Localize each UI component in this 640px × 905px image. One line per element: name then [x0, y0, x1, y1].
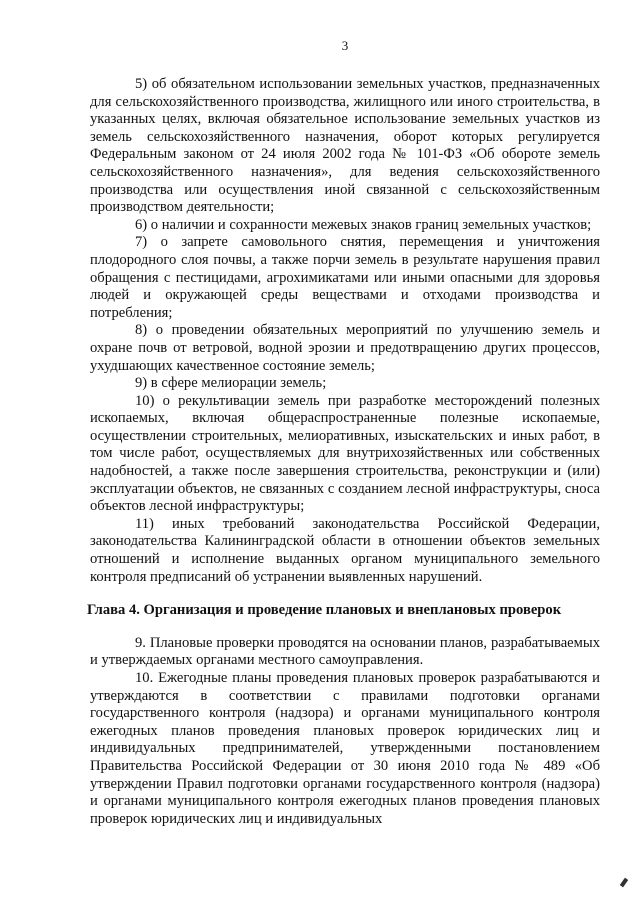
list-item-5: 5) об обязательном использовании земельных участков, предназначенных для сельскохозяйственного производства, жилищного или иного строительства, в указанных целях, включая обязательное использование земельных участков из земель сельскохозяйственного назначения, оборот которых регулируется Федеральным законом от 24 июля 2002 года № 101-ФЗ «Об обороте земель сельскохозяйственного назначения», для ведения сельскохозяйственного производства или осуществления иной связанной с сельскохозяйственным производством деятельности;: [90, 76, 600, 216]
list-item-10: 10) о рекультивации земель при разработке месторождений полезных ископаемых, включая общераспространенные полезные ископаемые, осуществлении строительных, мелиоративных, изыскательских и иных работ, в том числе работ, осуществляемых для внутрихозяйственных или собственных надобностей, а также после завершения строительства, реконструкции и (или) эксплуатации объектов, не связанных с созданием лесной инфраструктуры, сноса объектов лесной инфраструктуры;: [90, 392, 600, 515]
clause-10: 10. Ежегодные планы проведения плановых проверок разрабатываются и утверждаются в соответствии с правилами подготовки органами государственного контроля (надзора) и органами муниципального контроля ежегодных планов проведения плановых проверок юридических лиц и индивидуальных предпринимателей, утвержденными постановлением Правительства Российской Федерации от 30 июня 2010 года № 489 «Об утверждении Правил подготовки органами государственного контроля (надзора) и органами муниципального контроля ежегодных планов проведения плановых проверок юридических лиц и индивидуальных: [90, 670, 600, 827]
chapter-heading: Глава 4. Организация и проведение плановых и внеплановых проверок: [87, 602, 562, 619]
list-item-11: 11) иных требований законодательства Российской Федерации, законодательства Калининградской области в отношении объектов земельных отношений и исполнение выданных органом муниципального земельного контроля предписаний об устранении выявленных нарушений.: [90, 515, 600, 585]
list-item-7: 7) о запрете самовольного снятия, перемещения и уничтожения плодородного слоя почвы, а также порчи земель в результате нарушения правил обращения с пестицидами, агрохимикатами или иными опасными для здоровья людей и окружающей среды веществами и отходами производства и потребления;: [90, 234, 600, 321]
scan-artifact-mark: [620, 878, 628, 888]
list-item-9: 9) в сфере мелиорации земель;: [135, 375, 327, 392]
page-number: 3: [341, 38, 349, 53]
clause-9: 9. Плановые проверки проводятся на основании планов, разрабатываемых и утверждаемых органами местного самоуправления.: [90, 634, 600, 669]
list-item-6: 6) о наличии и сохранности межевых знаков границ земельных участков;: [135, 216, 592, 233]
list-item-8: 8) о проведении обязательных мероприятий по улучшению земель и охране почв от ветровой, водной эрозии и предотвращению других процессов, ухудшающих качественное состояние земель;: [90, 322, 600, 374]
